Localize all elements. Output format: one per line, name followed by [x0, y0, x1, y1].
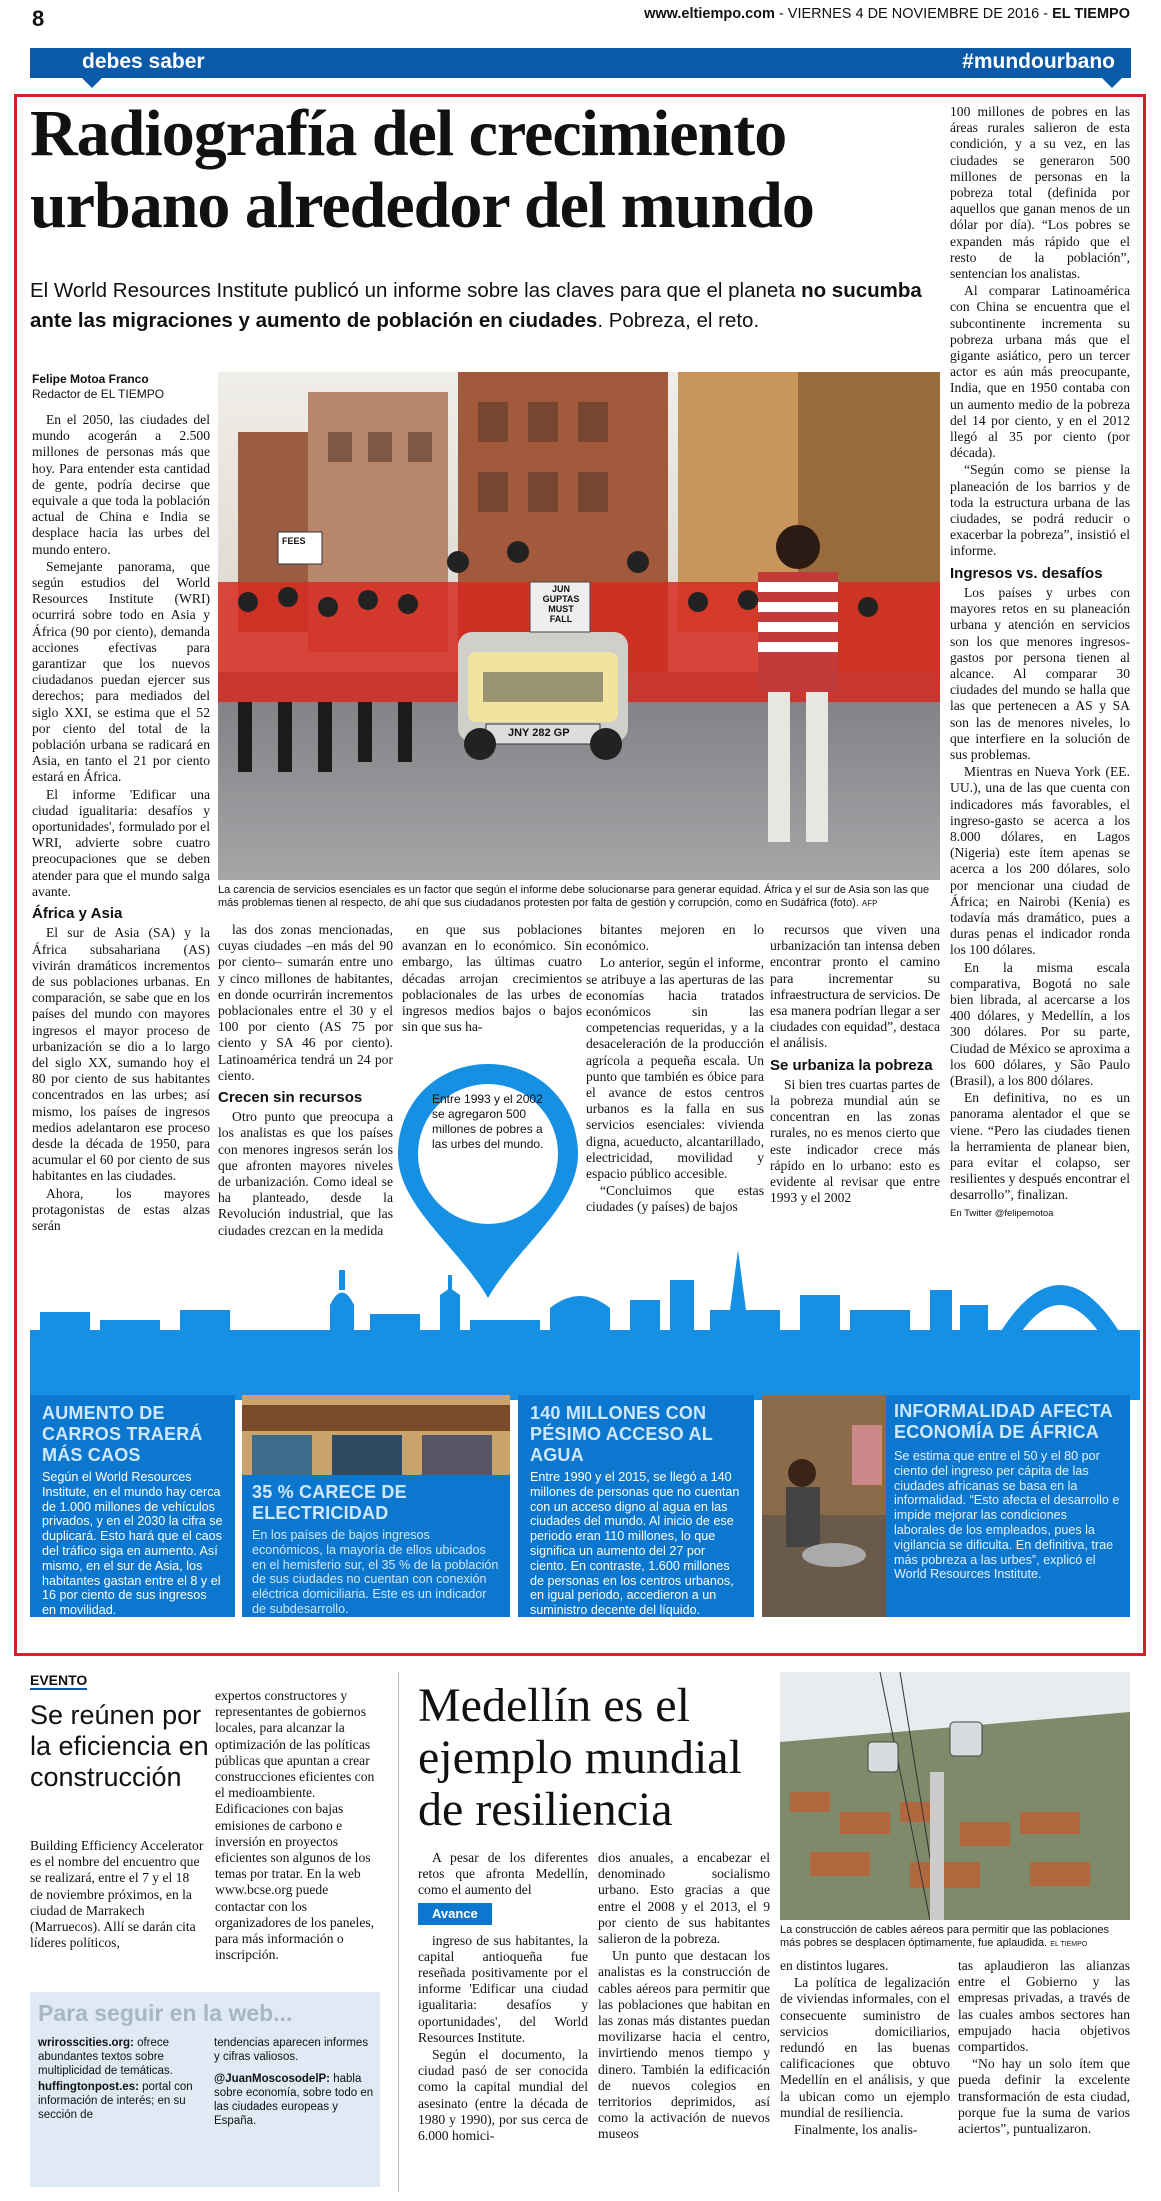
paragraph: dios anuales, a encabezar el denominado socialismo urbano. Esto gracias a que entre el 2008 y el 2013, el 9 por ciento de sus habitantes salieron de la pobreza. — [598, 1850, 770, 1947]
street-vendor-photo — [762, 1395, 886, 1617]
evento-title: Se reúnen por la eficiencia en construcción — [30, 1700, 209, 1792]
byline — [32, 372, 164, 402]
section-tab-pointer — [82, 78, 102, 88]
protest-photo — [218, 372, 940, 880]
medellin-column-4 — [958, 1958, 1130, 2138]
paragraph: en distintos lugares. — [780, 1958, 889, 1973]
paragraph: En definitiva, no es un panorama alentador el que se viene. “Pero las ciudades tienen la herramienta de planear bien, para evitar el colapso, ser resilientes y después encontrar el desarrollo”, finalizan. — [950, 1090, 1130, 1203]
web-link[interactable]: huffingtonpost.es: — [38, 2081, 139, 2093]
article-column-2 — [218, 922, 393, 1240]
cable-car-caption: La construcción de cables aéreos para permitir que las poblaciones más pobres se desplacen óptimamente, fue aplaudida. EL TIEMPO — [780, 1924, 1109, 1949]
paragraph: Según el documento, la ciudad pasó de ser conocida como la capital mundial del asesinato (entre la década de 1980 y 1990), por sus cerca de 6.000 homici- — [418, 2047, 588, 2144]
web-link[interactable]: wrirosscities.org: — [38, 2037, 134, 2049]
infobox-title: INFORMALIDAD AFECTA ECONOMÍA DE ÁFRICA — [894, 1401, 1113, 1442]
paragraph: Semejante panorama, que según estudios del World Resources Institute (WRI) ocurrirá sobre todo en Asia y África (90 por ciento), demanda acciones efectivas para garantizar que los nuevos ciudadanos puedan ejercer sus derechos; para mediados del siglo XXI, se estima que el 52 por ciento del total de la población urbana se radicará en Asia, en tanto el 21 por ciento estará en África. — [32, 558, 210, 785]
cable-car-illustration — [780, 1672, 1130, 1920]
avance-badge: Avance — [418, 1903, 492, 1925]
article-column-1 — [32, 412, 210, 1235]
web-link[interactable]: @JuanMoscosodelP: — [214, 2073, 331, 2085]
city-skyline-graphic — [30, 1250, 1140, 1400]
hashtag-tab-pointer — [1102, 78, 1122, 88]
website[interactable]: www.eltiempo.com — [644, 6, 775, 22]
paragraph: ingreso de sus habitantes, la capital antioqueña fue reseñada positivamente por el informe 'Edificar una ciudad igualitaria: desafíos y oportunidades', del World Resources Institute. — [418, 1932, 588, 2045]
evento-kicker: EVENTO — [30, 1672, 88, 1688]
infobox-title: 140 MILLONES CON PÉSIMO ACCESO AL AGUA — [530, 1403, 713, 1465]
storefront-photo — [242, 1395, 510, 1475]
paragraph: Ahora, los mayores protagonistas de estas alzas serán — [32, 1185, 210, 1233]
paragraph: recursos que viven una urbanización tan intensa deben encontrar pronto el camino para incrementar su infraestructura de servicios. De esa manera podrían llegar a ser ciudades con equidad”, destaca el análisis. — [770, 922, 940, 1051]
medellin-column-2 — [598, 1850, 770, 2144]
paragraph: En la misma escala comparativa, Bogotá no sale bien librada, al acercarse a los 400 dólares, y Medellín, a los 300 dólares. Por su parte, Ciudad de México se aproxima a los 600 dólares, y São Paulo (Brasil), a los 800 dólares. — [950, 959, 1130, 1088]
infobox-cars — [30, 1395, 235, 1617]
protest-sign: FEES — [282, 536, 306, 546]
issue-date: VIERNES 4 DE NOVIEMBRE DE 2016 — [787, 6, 1040, 22]
article-column-6 — [950, 104, 1130, 1222]
infobox-water — [518, 1395, 754, 1617]
paper-name: EL TIEMPO — [1052, 6, 1130, 22]
medellin-title: Medellín es el ejemplo mundial de resiliencia — [418, 1679, 742, 1836]
infobox-text: En los países de bajos ingresos económicos, la mayoría de ellos ubicados en el hemisferio sur, el 35 % de la población de sus ciudades no cuentan con conexión eléctrica domiciliaria. Este es un indicador de subdesarrollo. — [252, 1528, 499, 1616]
column-divider — [398, 1672, 399, 2192]
infobox-text: Se estima que entre el 50 y el 80 por ciento del ingreso per cápita de las ciudades africanas se basa en la informalidad. “Esto afecta el desarrollo e impide mejorar las condiciones laborales de los empleados, pues la vigilancia se dificulta. En definitiva, trae más pobreza a las urbes”, explicó el World Resources Institute. — [894, 1449, 1120, 1582]
infobox-text: Entre 1990 y el 2015, se llegó a 140 millones de personas que no cuentan con un acceso digno al agua en las ciudades del mundo. Al inicio de ese periodo eran 110 millones, lo que significa un aumento del 27 por ciento. En contraste, 1.600 millones de personas en los centros urbanos, en igual periodo, accedieron a un suministro decente del líquido. — [530, 1470, 740, 1618]
subheading-crecen: Crecen sin recursos — [218, 1089, 363, 1107]
twitter-handle: En Twitter @felipemotoa — [950, 1207, 1054, 1219]
license-plate: JNY 282 GP — [508, 727, 570, 739]
page-number: 8 — [32, 6, 45, 31]
photo-caption: La carencia de servicios esenciales es un factor que según el informe debe solucionarse para generar equidad. África y el sur de Asia son las que más problemas tienen al respecto, de ahí que sus ciudadanos protesten por falta de gestión y corrupción, como en Sudáfrica (foto). AFP — [218, 884, 930, 909]
medellin-column-3 — [780, 1958, 950, 2139]
paragraph: Un punto que destacan los analistas es la construcción de cables aéreos para permitir que las poblaciones que habitan en las zonas más distantes puedan movilizarse hacia el centro, invirtiendo menos tiempo y dinero. También la edificación de nuevos colegios en territorios deprimidos, así como la activación de nuevos museos — [598, 1948, 770, 2142]
paragraph: Otro punto que preocupa a los analistas es que los países con menores ingresos serán los que afronten mayores niveles de urbanización. Como ideal se ha planteado, desde la Revolución industrial, que las ciudades crezcan en la medida — [218, 1109, 393, 1238]
paragraph: El informe 'Edificar una ciudad igualitaria: desafíos y oportunidades', formulado por el WRI, advierte sobre cuatro preocupaciones que se deben atender para que el mundo salga avante. — [32, 786, 210, 899]
infobox-informality — [762, 1395, 1130, 1617]
infobox-electricity — [242, 1395, 510, 1617]
car-sign: JUN GUPTAS MUST FALL — [542, 584, 580, 624]
paragraph: Si bien tres cuartas partes de la pobreza mundial aún se concentran en las zonas rurales, no es menos cierto que este indicador crece más rápido en lo urbano: esto es evidente al revisar que entre 1993 y el 2002 — [770, 1076, 940, 1206]
evento-column-1: Building Efficiency Accelerator es el nombre del encuentro que se realizará, entre el 7 y el 18 de noviembre próximos, en la ciudad de Marrakech (Marruecos). Allí se darán cita líderes políticos, — [30, 1838, 204, 1951]
paragraph: tas aplaudieron las alianzas entre el Gobierno y las empresas privadas, a través de las cuales ambos sectores han empujado hacia objetivos compartidos. — [958, 1958, 1130, 2055]
evento-column-2: expertos constructores y representantes de gobiernos locales, para alcanzar la optimización de las políticas públicas que apuntan a crear construcciones eficientes con el medioambiente. Edificaciones con bajas emisiones de carbono e inversión en proyectos eficientes son algunos de los temas por tratar. En la web www.bcse.org puede contactar con los organizadores de los paneles, para más información o inscripción. — [215, 1688, 375, 1963]
paragraph: bitantes mejoren en lo económico. — [586, 922, 764, 954]
subheading-ingresos: Ingresos vs. desafíos — [950, 564, 1103, 582]
pin-stat-text: Entre 1993 y el 2002 se agregaron 500 millones de pobres a las urbes del mundo. — [432, 1092, 544, 1151]
infobox-title: AUMENTO DE CARROS TRAERÁ MÁS CAOS — [42, 1403, 203, 1465]
paragraph: A pesar de los diferentes retos que afronta Medellín, como el aumento del — [418, 1850, 588, 1898]
article-deck: El World Resources Institute publicó un informe sobre las claves para que el planeta no sucumba ante las migraciones y aumento de población en ciudades. Pobreza, el reto. — [30, 279, 922, 332]
cable-car-photo — [780, 1672, 1130, 1920]
paragraph: “No hay un solo ítem que pueda definir la excelente transformación de esta ciudad, porque fue la suma de varios aciertos”, puntualizaron. — [958, 2056, 1130, 2137]
paragraph: Finalmente, los analis- — [794, 2122, 918, 2138]
medellin-column-1 — [418, 1850, 588, 2145]
author-name: Felipe Motoa Franco — [32, 372, 149, 386]
subheading-pobreza: Se urbaniza la pobreza — [770, 1056, 933, 1074]
paragraph: Al comparar Latinoamérica con China se encuentra que el subcontinente incrementa su pobreza urbana más que el gigante asiático, pero un tercer actor es aún más preocupante, India, que en 1950 contaba con un aumento medio de la pobreza del 14 por ciento, y en el 2012 llegó al 35 por ciento (por década). — [950, 283, 1130, 461]
article-column-4 — [586, 922, 764, 1217]
page-header: 8 www.eltiempo.com - VIERNES 4 DE NOVIEMBRE DE 2016 - EL TIEMPO — [32, 6, 1130, 31]
infobox-title: 35 % CARECE DE ELECTRICIDAD — [252, 1482, 407, 1523]
paragraph: las dos zonas mencionadas, cuyas ciudades –en más del 90 por ciento– sumarán entre uno y cinco millones de habitantes, en donde ocurrirán incrementos poblacionales entre el 30 y el 100 por ciento (AS 75 por ciento y SA 46 por ciento). Latinoamérica tendrá un 24 por ciento. — [218, 922, 393, 1083]
hashtag-label: #mundourbano — [962, 50, 1115, 73]
article-title: Radiografía del crecimiento urbano alrededor del mundo — [30, 97, 814, 242]
paragraph: La política de legalización de viviendas informales, con el consecuente suministro de servicios domiciliarios, redundó en las buenas calificaciones que obtuvo Medellín en el análisis, y que la ubican como un ejemplo mundial de resiliencia. — [780, 1975, 950, 2120]
paragraph: Lo anterior, según el informe, se atribuye a las aperturas de las economías hacia tratados económicos sin las competencias requeridas, y a la desaceleración de la producción agrícola a pequeña escala. Un punto que también es óbice para el avance de estos centros urbanos es la falla en sus servicios esenciales: vivienda digna, acueducto, alcantarillado, electricidad, movilidad y espacio público accesible. — [586, 955, 764, 1182]
article-column-3 — [402, 922, 582, 1036]
protest-illustration — [218, 372, 940, 880]
paragraph: “Concluimos que estas ciudades (y países) de bajos — [586, 1183, 764, 1215]
paragraph: El sur de Asia (SA) y la África subsahariana (AS) vivirán dramáticos incrementos de sus poblaciones urbanas. En comparación, se sabe que en los países del mundo con mayores ingresos el mayor proceso de urbanización se dio a lo largo del siglo XX, sumando hoy el 80 por ciento de sus habitantes concentrados en las urbes; así mismo, los países de ingresos medios adelantaron ese proceso desde la década de 1950, para acumular el 60 por ciento de sus habitantes en las ciudades. — [32, 925, 210, 1184]
author-role: Redactor de EL TIEMPO — [32, 387, 165, 401]
section-bar — [30, 48, 1131, 78]
web-box-continuation: tendencias aparecen informes y cifras valiosos. — [214, 2037, 369, 2063]
paragraph: “Según como se piense la planeación de los barrios y de toda la estructura urbana de las ciudades, se podrá reducir o exacerbar la pobreza”, insistió el informe. — [950, 462, 1130, 559]
paragraph: Mientras en Nueva York (EE. UU.), una de las que cuenta con indicadores más favorables, el ingreso-gasto se acerca a los 8.000 dólares, en Lagos (Nigeria) este ítem apenas se acerca a los 200 dólares, solo por mencionar una ciudad de África; en Nairobi (Kenia) es todavía más dramático, pues a duras penas el indicador ronda los 100 dólares. — [950, 764, 1130, 958]
paragraph: 100 millones de pobres en las áreas rurales salieron de esta condición, y a su vez, en las ciudades se generaron 500 millones de personas en la pobreza total (definida por aquellos que ganan menos de un dólar por día). “Los pobres se expanden más rápido que el resto de la población”, sentencian los analistas. — [950, 104, 1130, 282]
web-links-box: Para seguir en la web... wrirosscities.org: ofrece abundantes textos sobre multiplicidad de temáticas. huffingtonpost.es: portal con información de interés; en su sección de tendencias aparecen informes y cifras valiosos. @JuanMoscosodelP: habla sobre economía, sobre todo en las ciudades europeas y España. — [30, 1992, 380, 2187]
paragraph: En el 2050, las ciudades del mundo acogerán a 2.500 millones de personas más que hoy. Para entender esta cantidad de gente, podría decirse que equivale a que toda la población actual de China e India se desplace hacia las urbes del mundo entero. — [32, 412, 210, 557]
paragraph: Los países y urbes con mayores retos en su planeación urbana y atención en servicios son los que menores ingresos-gastos por persona tienen al alcance. Al comparar 30 ciudades del mundo se halla que las que pertenecen a AS y SA son las de menores niveles, lo que interfiere en la solución de sus problemas. — [950, 584, 1130, 762]
paragraph: en que sus poblaciones avanzan en lo económico. Sin embargo, las últimas cuatro décadas arrojan crecimientos poblacionales de las urbes de ingresos medios bajos o bajos sin que sus ha- — [402, 922, 582, 1035]
web-box-title: Para seguir en la web... — [38, 2000, 293, 2026]
infobox-text: Según el World Resources Institute, en el mundo hay cerca de 1.000 millones de vehículos privados, y en el 2030 la cifra se duplicará. Esto hará que el caos del tráfico siga en aumento. Así mismo, en el sur de Asia, los habitantes gastan entre el 8 y el 16 por ciento de sus ingresos en movilidad. — [42, 1470, 223, 1618]
subheading-africa: África y Asia — [32, 905, 123, 923]
section-label: debes saber — [82, 50, 205, 73]
article-column-5 — [770, 922, 940, 1207]
